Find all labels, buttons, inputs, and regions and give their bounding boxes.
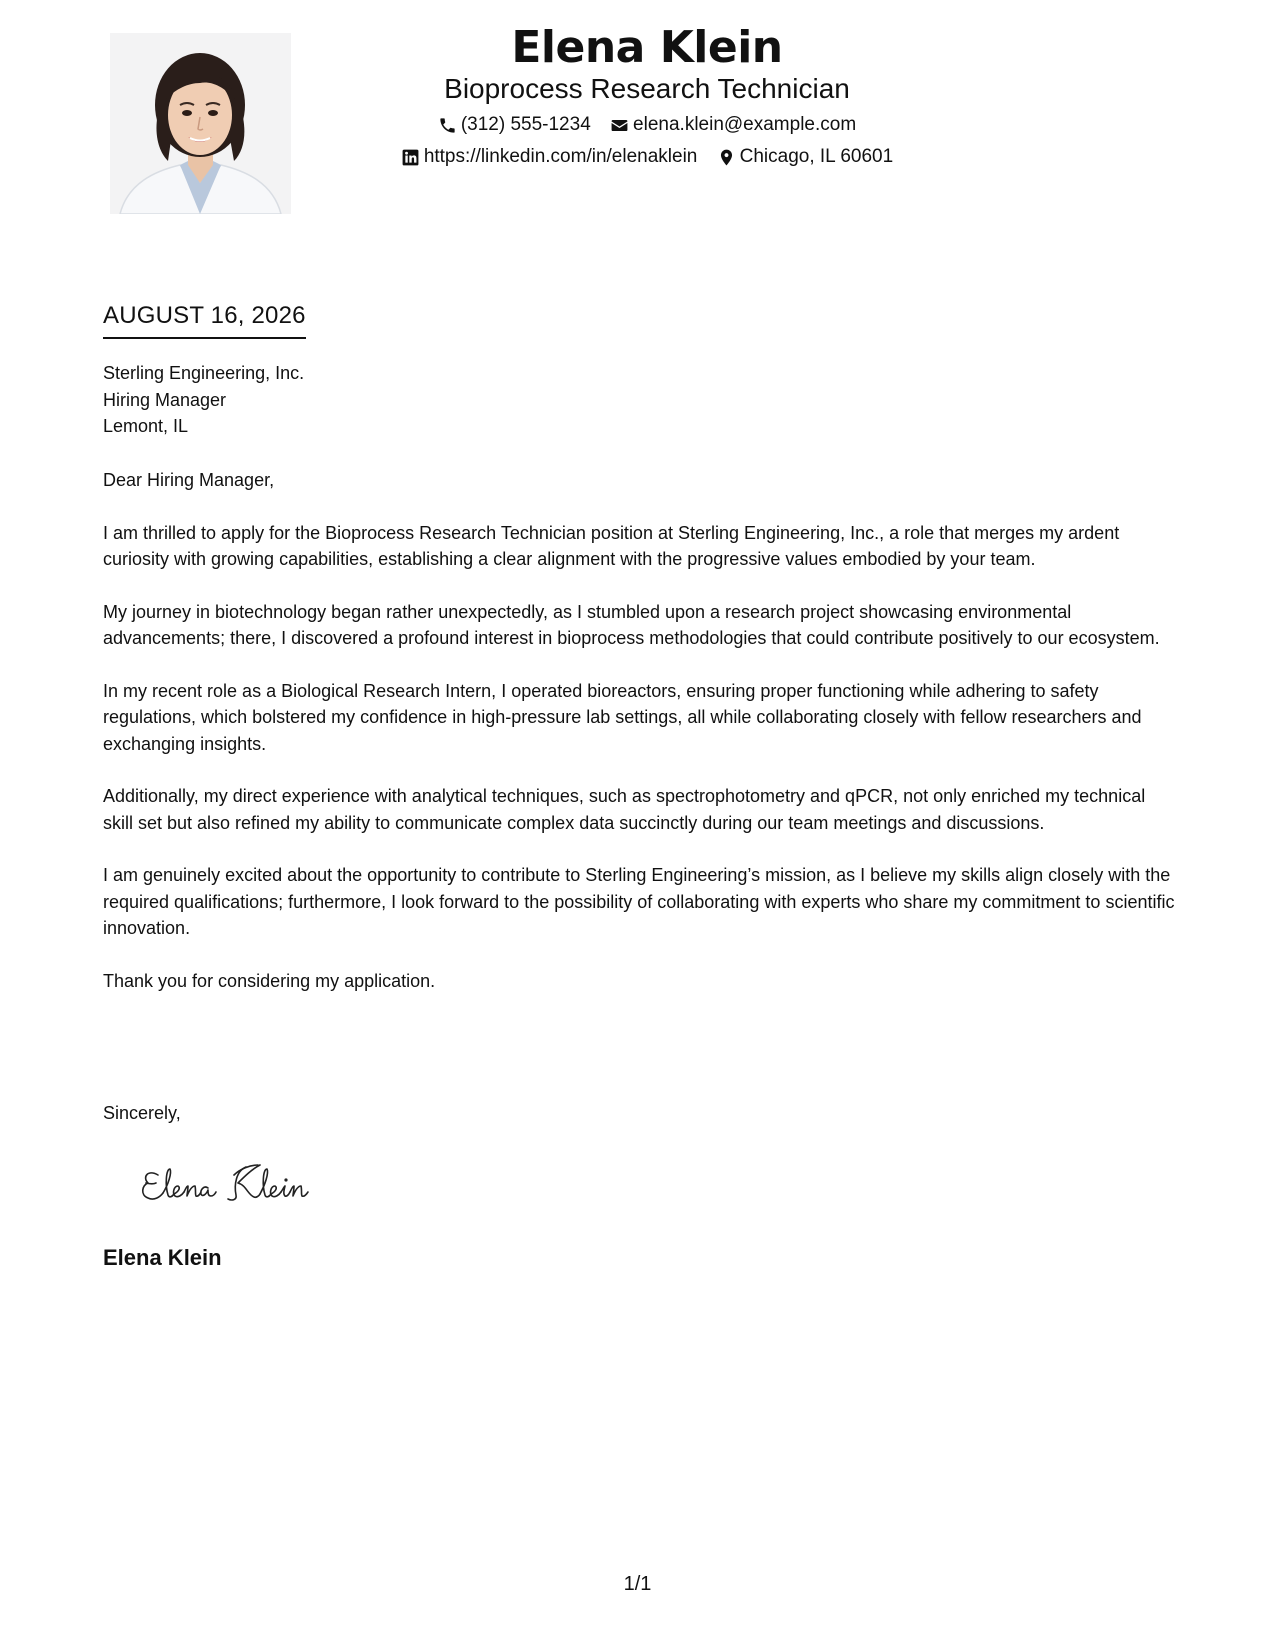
closing: Sincerely, xyxy=(103,1103,181,1123)
paragraph-thanks: Thank you for considering my application. xyxy=(103,970,436,991)
phone-number: (312) 555-1234 xyxy=(460,114,591,135)
contact-row-primary xyxy=(300,113,994,142)
profile-photo xyxy=(110,33,291,214)
paragraph-skills: Additionally, my direct experience with analytical techniques, such as spectrophotometry and qPCR, not only enriched my technical skill set but also refined my ability to communicate complex data succinctly during our team meetings and discussions. xyxy=(103,786,1146,833)
location-text: Chicago, IL 60601 xyxy=(739,146,894,167)
email-contact[interactable] xyxy=(610,113,856,137)
linkedin-icon xyxy=(401,148,420,167)
email-address: elena.klein@example.com xyxy=(633,114,857,135)
signer-name: Elena Klein xyxy=(103,1245,222,1270)
paragraph-experience: In my recent role as a Biological Research Intern, I operated bioreactors, ensuring proper functioning while adhering to safety regulations, which bolstered my confidence in high-pressure lab settings, all while collaborating closely with fellow researchers and exchanging insights. xyxy=(103,680,1142,754)
paragraph-motivation: I am genuinely excited about the opportunity to contribute to Sterling Engineering’s mission, as I believe my skills align closely with the required qualifications; furthermore, I look forward to the possibility of collaborating with experts who share my commitment to scientific innovation. xyxy=(103,865,1175,938)
applicant-name: Elena Klein xyxy=(511,22,783,73)
salutation: Dear Hiring Manager, xyxy=(103,470,275,490)
envelope-icon xyxy=(610,116,629,135)
linkedin-url: https://linkedin.com/in/elenaklein xyxy=(423,146,698,167)
recipient-location: Lemont, IL xyxy=(103,416,189,436)
linkedin-contact[interactable] xyxy=(401,145,698,169)
contact-row-secondary xyxy=(300,145,994,174)
recipient-company: Sterling Engineering, Inc. xyxy=(103,363,305,383)
handwritten-signature xyxy=(138,1155,338,1213)
page-number: 1/1 xyxy=(623,1573,652,1595)
phone-contact[interactable] xyxy=(438,113,591,137)
location-contact xyxy=(717,145,894,169)
phone-icon xyxy=(438,116,457,135)
paragraph-background: My journey in biotechnology began rather unexpectedly, as I stumbled upon a research project showcasing environmental advancements; there, I discovered a profound interest in bioprocess methodologies that could contribute positively to our ecosystem. xyxy=(103,601,1160,648)
recipient-block xyxy=(103,360,304,440)
paragraph-introduction: I am thrilled to apply for the Bioprocess Research Technician position at Sterling Engineering, Inc., a role that merges my ardent curiosity with growing capabilities, establishing a clear alignment with the progressive values embodied by your team. xyxy=(103,522,1120,569)
recipient-role: Hiring Manager xyxy=(103,389,227,410)
map-pin-icon xyxy=(717,148,736,167)
letter-date: AUGUST 16, 2026 xyxy=(103,301,306,339)
job-title: Bioprocess Research Technician xyxy=(444,73,850,104)
letter-body xyxy=(103,467,1178,1020)
